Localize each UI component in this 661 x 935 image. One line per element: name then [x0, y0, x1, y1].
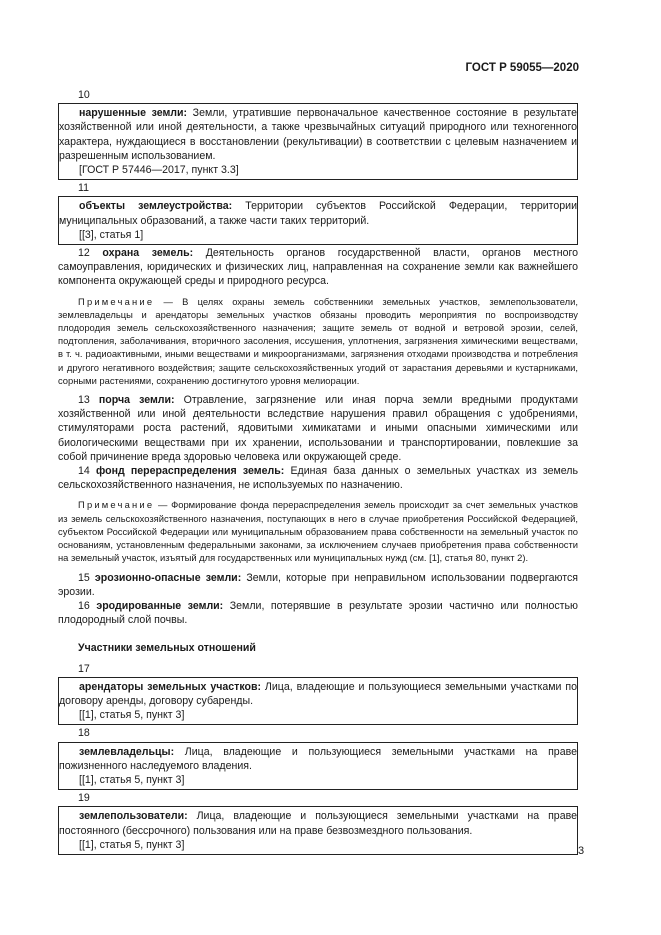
definition-text: Лица, владеющие и пользующиеся земельными участками на праве постоянного (бессрочного) пользования или на праве безвозмездного пользования.: [59, 810, 577, 837]
definition-paragraph: [58, 246, 578, 289]
entry-number: 15: [78, 571, 90, 584]
page-number: 3: [578, 845, 585, 857]
term: нарушенные земли:: [79, 107, 188, 120]
section-heading: Участники земельных отношений: [78, 642, 256, 655]
definition-paragraph: [58, 599, 578, 627]
entry-number: 18: [78, 727, 90, 740]
definition-text: Земли, утратившие первоначальное качественное состояние в результате хозяйственной или иной деятельности, а также чрезвычайных ситуаций природного или техногенного характера, нуждающиеся в восстановлении (рекультивации) в соответствии с целевым назначением и разрешенным использованием.: [59, 107, 577, 162]
term: фонд перераспределения земель:: [95, 465, 285, 478]
source-reference: [[1], статья 5, пункт 3]: [79, 773, 185, 786]
source-reference: [[1], статья 5, пункт 3]: [79, 838, 185, 851]
entry-number: 16: [78, 599, 90, 612]
note-paragraph: [58, 295, 578, 387]
definition-box: [58, 806, 578, 855]
definition-text: Лица, владеющие и пользующиеся земельными участками на праве пожизненного наследуемого владения.: [59, 745, 577, 772]
entry-number: 12: [78, 247, 90, 260]
document-code: ГОСТ Р 59055—2020: [465, 62, 579, 74]
term: порча земли:: [98, 394, 175, 407]
term: арендаторы земельных участков:: [79, 680, 262, 693]
term: эрозионно-опасные земли:: [94, 571, 242, 584]
source-reference: [[3], статья 1]: [79, 228, 144, 241]
source-reference: [[1], статья 5, пункт 3]: [79, 709, 185, 722]
note-label: Примечание: [78, 499, 155, 511]
definition-box: [58, 103, 578, 180]
entry-number: 19: [78, 792, 90, 805]
note-paragraph: [58, 498, 578, 564]
definition-text: Отравление, загрязнение или иная порча земли вредными продуктами хозяйственной или иной деятельности вследствие нарушения правил обращения с удобрениями, стимуляторами роста растений, ядовитыми химикатами и иными опасными химическими или биологическими веществами при их хранении, использовании и транспортировании, повлекшие за собой причинение вреда здоровью человека или окружающей среде.: [58, 394, 578, 463]
source-reference: [ГОСТ Р 57446—2017, пункт 3.3]: [79, 164, 239, 177]
definition-text: Лица, владеющие и пользующиеся земельными участками по договору аренды, договору субаренды.: [59, 680, 577, 707]
definition-text: Земли, потерявшие в результате эрозии частично или полностью плодородный слой почвы.: [58, 599, 578, 627]
definition-text: Деятельность органов государственной власти, органов местного самоуправления, юридических и физических лиц, направленная на сохранение земли как важнейшего компонента окружающей среды и природного ресурса.: [58, 247, 578, 288]
definition-text: Земли, которые при неправильном использовании подвергаются эрозии.: [58, 571, 578, 598]
entry-number: 14: [78, 465, 90, 478]
entry-number: 11: [78, 182, 89, 195]
definition-text: Единая база данных о земельных участках из земель сельскохозяйственного назначения, не используемых по назначению.: [58, 465, 578, 492]
definition-box: [58, 742, 578, 791]
definition-paragraph: [58, 464, 578, 492]
entry-number: 17: [78, 662, 90, 675]
term: землепользователи:: [79, 810, 188, 823]
definition-box: [58, 677, 578, 726]
entry-number: 10: [78, 89, 90, 101]
document-body: [58, 88, 578, 856]
note-text: — Формирование фонда перераспределения земель происходит за счет земельных участков из земель сельскохозяйственного назначения, поступающих в него в случае приобретения Российской Федерацией, субъектом Российской Федерации или муниципальным образованием права собственности на земельный участок по основаниям, установленным федеральными законами, за исключением случаев приобретения права собственности на земельный участок, изъятый для государственных или муниципальных нужд (см. [1], статья 80, пункт 2).: [58, 499, 578, 564]
term: объекты землеустройства:: [79, 200, 233, 213]
definition-paragraph: [58, 571, 578, 599]
term: землевладельцы:: [79, 745, 175, 758]
term: охрана земель:: [102, 247, 194, 260]
note-text: — В целях охраны земель собственники земельных участков, землепользователи, землевладельцы и арендаторы земельных участков обязаны проводить мероприятия по воспроизводству плодородия земель сельскохозяйственного назначения; защите земель от водной и ветровой эрозии, селей, подтопления, заболачивания, вторичного засоления, иссушения, уплотнения, загрязнения химическими веществами, в т. ч. радиоактивными, иными веществами и микроорганизмами, загрязнения отходами производства и потребления и другого негативного воздействия; защите сельскохозяйственных угодий от зарастания деревьями и кустарниками, сорными растениями, сохранению достигнутого уровня мелиорации.: [58, 295, 578, 386]
definition-paragraph: [58, 393, 578, 464]
note-label: Примечание: [78, 295, 155, 307]
entry-number: 13: [78, 394, 90, 407]
definition-box: [58, 196, 578, 245]
term: эродированные земли:: [96, 599, 224, 612]
definition-text: Территории субъектов Российской Федерации, территории муниципальных образований, а также части таких территорий.: [59, 200, 578, 227]
